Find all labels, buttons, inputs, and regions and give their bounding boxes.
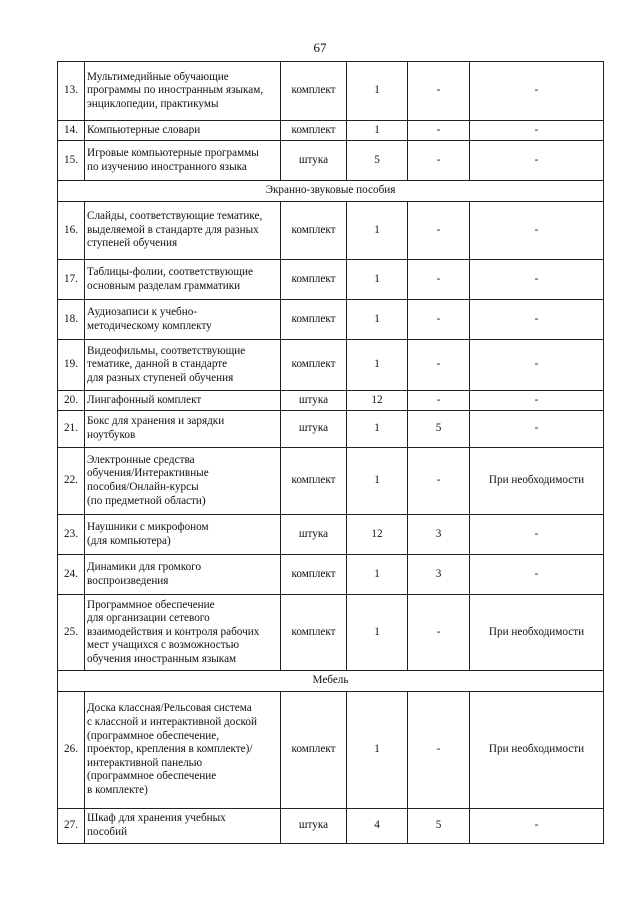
item-quantity-extra: - — [436, 358, 441, 371]
item-quantity-cell — [347, 340, 408, 391]
table-row — [58, 340, 604, 391]
row-number: 23. — [64, 527, 78, 540]
item-name: Игровые компьютерные программы по изучению иностранного языка — [87, 146, 259, 173]
item-unit: комплект — [291, 312, 336, 325]
item-quantity-cell — [347, 595, 408, 671]
item-note: - — [534, 272, 539, 285]
table-row — [58, 411, 604, 448]
item-quantity-cell — [347, 411, 408, 448]
item-name-cell — [85, 692, 281, 809]
item-quantity-extra-cell — [408, 202, 470, 260]
item-quantity-extra: - — [436, 312, 441, 325]
item-quantity: 1 — [374, 625, 380, 638]
item-note: - — [534, 422, 539, 435]
item-note: При необходимости — [488, 474, 585, 487]
item-note: - — [534, 84, 539, 97]
item-quantity-cell — [347, 121, 408, 141]
row-number-cell — [58, 62, 85, 121]
row-number-cell — [58, 340, 85, 391]
item-note: - — [534, 223, 539, 236]
row-number-cell — [58, 515, 85, 555]
item-note-cell — [470, 62, 604, 121]
item-note-cell — [470, 595, 604, 671]
section-row — [58, 671, 604, 692]
row-number: 26. — [64, 743, 78, 756]
item-quantity-extra-cell — [408, 595, 470, 671]
item-quantity-extra-cell — [408, 692, 470, 809]
page-number: 67 — [313, 40, 327, 55]
item-unit: комплект — [291, 474, 336, 487]
row-number: 14. — [64, 123, 78, 136]
item-unit-cell — [281, 595, 347, 671]
item-unit-cell — [281, 411, 347, 448]
item-quantity-cell — [347, 260, 408, 300]
item-quantity-extra: - — [436, 625, 441, 638]
item-unit-cell — [281, 809, 347, 844]
item-note: При необходимости — [488, 743, 585, 756]
table-row — [58, 121, 604, 141]
item-note: - — [534, 567, 539, 580]
item-quantity-extra: 3 — [435, 527, 442, 540]
item-quantity-extra: - — [436, 272, 441, 285]
item-unit: штука — [298, 422, 329, 435]
item-name: Шкаф для хранения учебных пособий — [87, 812, 226, 838]
row-number: 19. — [64, 358, 78, 371]
table-row — [58, 515, 604, 555]
item-quantity-extra-cell — [408, 260, 470, 300]
item-note-cell — [470, 300, 604, 340]
item-quantity-cell — [347, 141, 408, 181]
item-unit: штука — [298, 819, 329, 832]
row-number: 13. — [64, 84, 78, 97]
row-number-cell — [58, 260, 85, 300]
item-quantity: 1 — [374, 567, 380, 580]
item-quantity-extra-cell — [408, 62, 470, 121]
table-row — [58, 448, 604, 515]
item-note-cell — [470, 260, 604, 300]
section-row — [58, 181, 604, 202]
item-quantity-cell — [347, 448, 408, 515]
item-unit: комплект — [291, 123, 336, 136]
item-unit: комплект — [291, 272, 336, 285]
row-number-cell — [58, 692, 85, 809]
item-unit-cell — [281, 202, 347, 260]
row-number-cell — [58, 555, 85, 595]
item-name-cell — [85, 555, 281, 595]
item-unit-cell — [281, 141, 347, 181]
table-row — [58, 300, 604, 340]
item-name-cell — [85, 448, 281, 515]
item-note-cell — [470, 340, 604, 391]
item-quantity: 1 — [374, 358, 380, 371]
item-quantity-extra: - — [436, 474, 441, 487]
item-name: Динамики для громкого воспроизведения — [87, 560, 202, 587]
table-row — [58, 391, 604, 411]
row-number: 21. — [64, 422, 78, 435]
item-name: Доска классная/Рельсовая система с классной и интерактивной доской (программное обеспечение, проектор, крепления в комплекте)/ интерактивной панелью (программное обеспечение в комплекте) — [87, 702, 258, 796]
row-number: 24. — [64, 567, 78, 580]
item-quantity-extra-cell — [408, 141, 470, 181]
item-quantity: 1 — [374, 123, 380, 136]
item-note-cell — [470, 555, 604, 595]
item-unit: комплект — [291, 84, 336, 97]
item-note: - — [534, 312, 539, 325]
item-name: Компьютерные словари — [87, 123, 201, 136]
item-note: - — [534, 123, 539, 136]
item-note-cell — [470, 448, 604, 515]
item-note-cell — [470, 809, 604, 844]
item-quantity: 1 — [374, 84, 380, 97]
item-quantity-cell — [347, 391, 408, 411]
item-quantity: 12 — [371, 393, 383, 406]
item-unit: комплект — [291, 223, 336, 236]
item-note: - — [534, 819, 539, 832]
item-unit-cell — [281, 515, 347, 555]
item-unit-cell — [281, 340, 347, 391]
section-title: Экранно-звуковые пособия — [58, 181, 604, 202]
item-quantity-extra-cell — [408, 448, 470, 515]
item-name: Бокс для хранения и зарядки ноутбуков — [87, 415, 225, 441]
item-unit-cell — [281, 692, 347, 809]
item-quantity-extra: 5 — [435, 422, 442, 435]
item-note: При необходимости — [488, 625, 585, 638]
item-unit-cell — [281, 555, 347, 595]
item-quantity-extra: 3 — [435, 567, 442, 580]
row-number: 20. — [64, 393, 78, 406]
item-quantity-cell — [347, 62, 408, 121]
row-number-cell — [58, 411, 85, 448]
item-unit: комплект — [291, 625, 336, 638]
table-row — [58, 202, 604, 260]
item-quantity-cell — [347, 515, 408, 555]
item-name-cell — [85, 121, 281, 141]
item-unit: штука — [298, 153, 329, 166]
item-unit-cell — [281, 62, 347, 121]
item-quantity-cell — [347, 692, 408, 809]
row-number: 27. — [64, 819, 78, 832]
item-quantity: 1 — [374, 474, 380, 487]
item-quantity-extra-cell — [408, 515, 470, 555]
item-quantity-extra: 5 — [435, 819, 442, 832]
item-quantity-extra-cell — [408, 300, 470, 340]
item-name: Электронные средства обучения/Интерактивные пособия/Онлайн-курсы (по предметной области) — [87, 453, 209, 507]
row-number-cell — [58, 809, 85, 844]
item-unit-cell — [281, 448, 347, 515]
item-name-cell — [85, 809, 281, 844]
row-number: 22. — [64, 474, 78, 487]
item-unit: штука — [298, 527, 329, 540]
item-quantity-extra: - — [436, 123, 441, 136]
table-row — [58, 260, 604, 300]
row-number-cell — [58, 121, 85, 141]
item-name-cell — [85, 515, 281, 555]
item-name: Мультимедийные обучающие программы по иностранным языкам, энциклопедии, практикумы — [87, 70, 264, 110]
item-name: Таблицы-фолии, соответствующие основным разделам грамматики — [87, 265, 253, 292]
item-name-cell — [85, 340, 281, 391]
item-quantity-cell — [347, 202, 408, 260]
table-row — [58, 62, 604, 121]
item-name: Наушники с микрофоном (для компьютера) — [87, 520, 209, 547]
item-name: Видеофильмы, соответствующие тематике, данной в стандарте для разных ступеней обучения — [87, 344, 246, 384]
item-note-cell — [470, 141, 604, 181]
item-note-cell — [470, 121, 604, 141]
item-note-cell — [470, 391, 604, 411]
item-quantity: 1 — [374, 422, 380, 435]
item-name-cell — [85, 411, 281, 448]
item-unit: комплект — [291, 567, 336, 580]
item-quantity-extra-cell — [408, 340, 470, 391]
item-quantity: 1 — [374, 223, 380, 236]
item-quantity-extra-cell — [408, 411, 470, 448]
item-unit: штука — [298, 393, 329, 406]
item-quantity-extra: - — [436, 393, 441, 406]
row-number: 25. — [64, 625, 78, 638]
item-quantity-extra: - — [436, 84, 441, 97]
item-name: Слайды, соответствующие тематике, выделяемой в стандарте для разных ступеней обучения — [87, 210, 263, 250]
row-number-cell — [58, 448, 85, 515]
item-unit: комплект — [291, 743, 336, 756]
equipment-table — [57, 61, 604, 844]
item-quantity-extra-cell — [408, 121, 470, 141]
item-note: - — [534, 358, 539, 371]
row-number: 18. — [64, 312, 78, 325]
item-quantity-extra-cell — [408, 809, 470, 844]
table-row — [58, 692, 604, 809]
row-number-cell — [58, 391, 85, 411]
table-body — [58, 62, 604, 844]
table-row — [58, 555, 604, 595]
item-name-cell — [85, 595, 281, 671]
row-number-cell — [58, 595, 85, 671]
row-number: 17. — [64, 272, 78, 285]
item-name-cell — [85, 391, 281, 411]
item-name: Программное обеспечение для организации сетевого взаимодействия и контроля рабочих мест учащихся с возможностью обучения иностранным языкам — [87, 598, 260, 665]
item-quantity: 4 — [374, 819, 380, 832]
table-row — [58, 809, 604, 844]
item-note: - — [534, 393, 539, 406]
item-name-cell — [85, 202, 281, 260]
item-name-cell — [85, 300, 281, 340]
table-row — [58, 595, 604, 671]
item-quantity-extra: - — [436, 743, 441, 756]
item-note-cell — [470, 692, 604, 809]
item-quantity-cell — [347, 809, 408, 844]
item-quantity: 1 — [374, 743, 380, 756]
item-name: Лингафонный комплект — [87, 393, 202, 406]
item-quantity-extra-cell — [408, 391, 470, 411]
item-quantity-extra-cell — [408, 555, 470, 595]
table-row — [58, 141, 604, 181]
item-unit-cell — [281, 300, 347, 340]
item-note-cell — [470, 202, 604, 260]
item-note: - — [534, 527, 539, 540]
item-name-cell — [85, 141, 281, 181]
row-number-cell — [58, 300, 85, 340]
row-number: 15. — [64, 153, 78, 166]
section-title: Мебель — [58, 671, 604, 692]
item-name-cell — [85, 260, 281, 300]
item-name: Аудиозаписи к учебно- методическому комплекту — [87, 305, 212, 332]
row-number: 16. — [64, 223, 78, 236]
item-note-cell — [470, 411, 604, 448]
item-unit-cell — [281, 260, 347, 300]
item-quantity-cell — [347, 555, 408, 595]
item-quantity-extra: - — [436, 153, 441, 166]
item-quantity-extra: - — [436, 223, 441, 236]
item-unit-cell — [281, 391, 347, 411]
item-unit-cell — [281, 121, 347, 141]
item-note: - — [534, 153, 539, 166]
item-note-cell — [470, 515, 604, 555]
item-quantity: 12 — [371, 527, 383, 540]
item-quantity: 1 — [374, 272, 380, 285]
row-number-cell — [58, 202, 85, 260]
item-unit: комплект — [291, 358, 336, 371]
item-quantity-cell — [347, 300, 408, 340]
row-number-cell — [58, 141, 85, 181]
item-quantity: 5 — [374, 153, 380, 166]
item-name-cell — [85, 62, 281, 121]
item-quantity: 1 — [374, 312, 380, 325]
